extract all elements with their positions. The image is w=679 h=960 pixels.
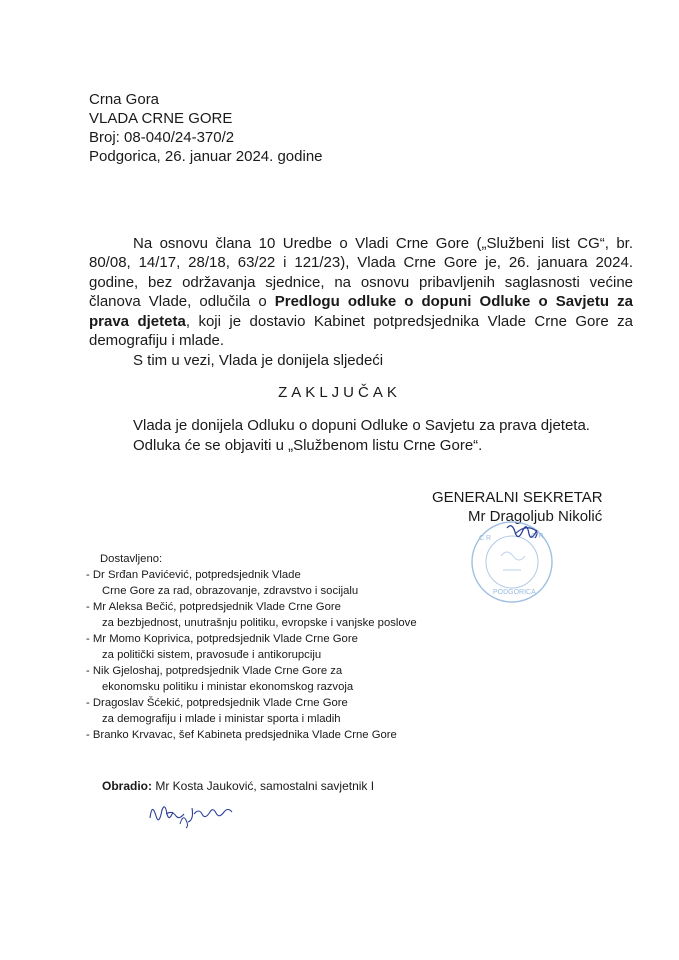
distribution-item-line: za politički sistem, pravosuđe i antikorupciju (102, 649, 322, 661)
body-paragraph-2: S tim u vezi, Vlada je donijela sljedeći (133, 352, 384, 370)
conclusion-title: ZAKLJUČAK (278, 384, 401, 401)
distribution-item (86, 663, 417, 695)
official-stamp-icon (455, 512, 575, 608)
document-header (89, 90, 323, 166)
body-paragraph-1 (89, 234, 633, 350)
handwritten-signature-icon (144, 794, 264, 830)
stamp-city-text: PODGORICA (493, 589, 536, 596)
header-number: Broj: 08-040/24-370/2 (89, 129, 235, 146)
distribution-item (86, 631, 417, 663)
signature-title: GENERALNI SEKRETAR (432, 489, 603, 506)
distribution-item-line: za demografiju i mlade i ministar sporta i mladih (102, 713, 341, 725)
signature-name: Mr Dragoljub Nikolić (468, 508, 603, 525)
distribution-item (86, 567, 417, 599)
distribution-item-line: Crne Gore za rad, obrazovanje, zdravstvo i socijalu (102, 585, 359, 597)
distribution-item-line: ekonomsku politiku i ministar ekonomskog razvoja (102, 681, 354, 693)
header-institution: VLADA CRNE GORE (89, 110, 233, 127)
distribution-item-line: - Mr Aleksa Bečić, potpredsjednik Vlade Crne Gore (86, 601, 341, 613)
distribution-item-line: - Dragoslav Šćekić, potpredsjednik Vlade Crne Gore (86, 697, 348, 709)
processed-by (102, 779, 374, 793)
decision-line-2: Odluka će se objaviti u „Službenom listu Crne Gore“. (133, 437, 483, 454)
body-p1-text-b: , koji je dostavio Kabinet potpredsjednika Vlade Crne Gore za demografiju i mlade. (89, 312, 634, 350)
distribution-item-line: - Mr Momo Koprivica, potpredsjednik Vlade Crne Gore (86, 633, 358, 645)
distribution-item-line: za bezbjednost, unutrašnju politiku, evropske i vanjske poslove (102, 617, 417, 629)
header-country: Crna Gora (89, 91, 160, 108)
body-p1-text-a: Na osnovu člana 10 Uredbe o Vladi Crne Gore („Službeni list CG“, br. 80/08, 14/17, 28/18, 63/22 i 121/23), Vlada Crne Gore je, 26. januara 2024. godine, bez održavanja sjednice, na osnovu pribavljenih saglasnosti većine članova Vlade, odlučila o (89, 235, 633, 311)
distribution-item (86, 599, 417, 631)
document-body (89, 234, 633, 371)
header-place-date: Podgorica, 26. januar 2024. godine (89, 148, 323, 165)
svg-text:O R: O R (531, 533, 544, 540)
decision-text (133, 416, 643, 456)
decision-line-1: Vlada je donijela Odluku o dopuni Odluke o Savjetu za prava djeteta. (133, 417, 590, 434)
distribution-item (86, 695, 417, 727)
distribution-item-line: - Nik Gjeloshaj, potpredsjednik Vlade Crne Gore za (86, 665, 343, 677)
processed-by-label: Obradio: (102, 779, 152, 793)
distribution-item-line: - Dr Srđan Pavićević, potpredsjednik Vlade (86, 569, 301, 581)
distribution-item-line: - Branko Krvavac, šef Kabineta predsjednika Vlade Crne Gore (86, 729, 397, 741)
distribution-item (86, 727, 417, 743)
distribution-label: Dostavljeno: (100, 553, 163, 565)
body-p1-bold-subject: Predlogu odluke o dopuni Odluke o Savjetu za prava djeteta (89, 293, 633, 330)
distribution-list (86, 551, 417, 743)
processed-by-value: Mr Kosta Jauković, samostalni savjetnik I (152, 779, 375, 793)
svg-text:C R: C R (479, 535, 492, 542)
